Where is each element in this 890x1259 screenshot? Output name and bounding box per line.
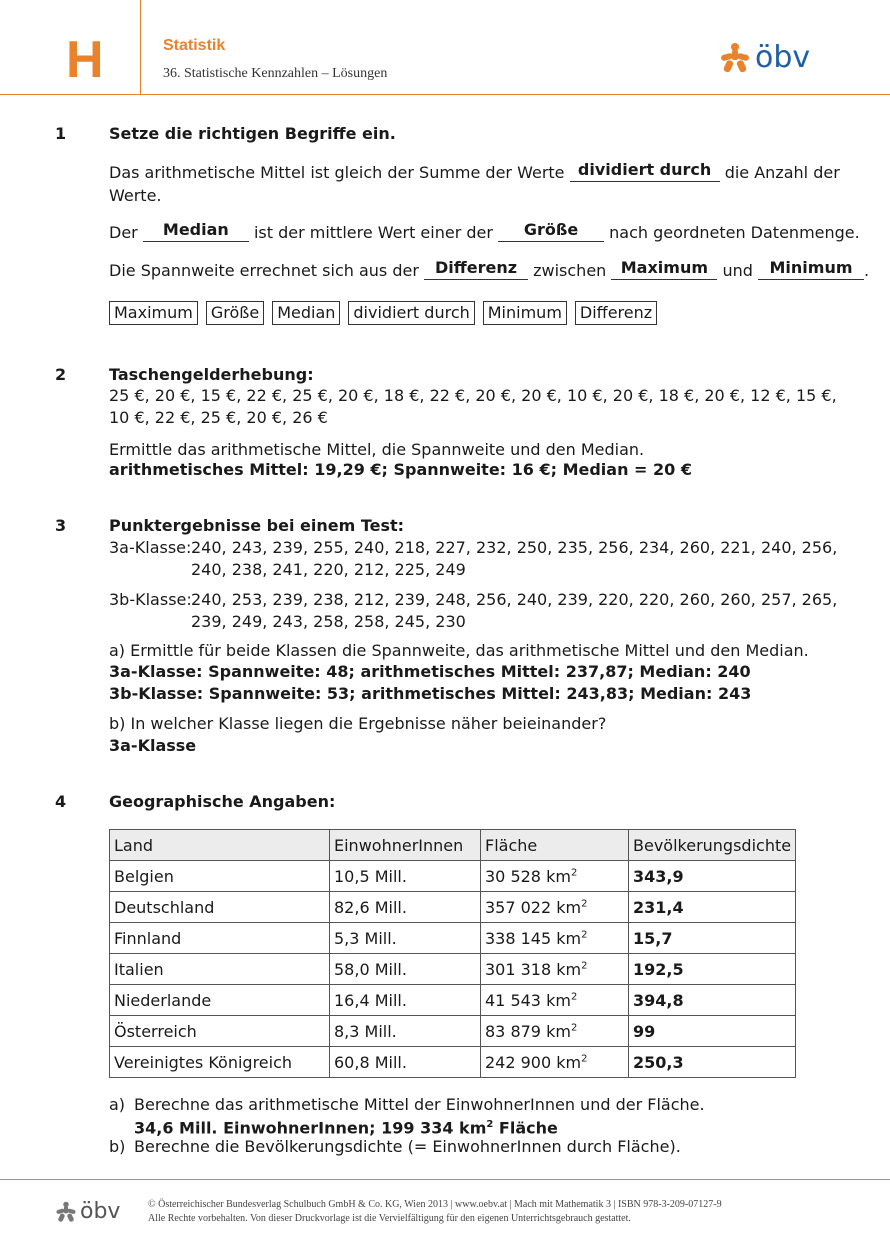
task3-number: 3 [55,516,67,535]
area-unit: km [546,1021,571,1041]
cell-density [629,1047,796,1078]
task4-question-b: Berechne die Bevölkerungsdichte (= EinwohnerInnen durch Fläche). [134,1137,681,1156]
task4-answer-text: Fläche [493,1118,558,1138]
task3-answer-a-class-a: 3a-Klasse: Spannweite: 48; arithmetisches Mittel: 237,87; Median: 240 [109,662,751,681]
cell-area-text: 242 900 [485,1052,552,1072]
task3-class-b-label: 3b-Klasse: [109,590,192,609]
task1-text: . [864,261,870,280]
table-row [110,985,796,1016]
task1-text: Die Spannweite errechnet sich aus der [109,261,419,280]
asterisk-logo-icon [55,1201,77,1223]
cell-density-text: 192,5 [633,959,684,979]
column-header: Land [110,830,330,861]
task2-data-line: 25 €, 20 €, 15 €, 22 €, 25 €, 20 €, 18 €, 22 €, 20 €, 20 €, 10 €, 20 €, 18 €, 20 €, 12 €, 15 €, [109,386,837,405]
cell-population [330,985,481,1016]
footer-line: © Österreichischer Bundesverlag Schulbuch GmbH & Co. KG, Wien 2013 | www.oebv.at | Mach mit Mathematik 3 | ISBN 978-3-209-07127-9 [148,1199,722,1210]
cell-area-text: 301 318 [485,959,552,979]
task4-question-b-label: b) [109,1137,126,1156]
task3-data-line: 240, 238, 241, 220, 212, 225, 249 [191,560,466,579]
cell-density [629,892,796,923]
task1-sentence1 [109,162,849,207]
task1-text: Werte. [109,186,162,205]
column-header: EinwohnerInnen [330,830,481,861]
word-box: Maximum [109,301,198,325]
task3-question-b: b) In welcher Klasse liegen die Ergebnisse näher beieinander? [109,714,607,733]
word-box: Größe [206,301,264,325]
cell-area [481,892,629,923]
logo-text: öbv [755,40,811,75]
cell-population-text: 58,0 Mill. [334,959,407,979]
task4-answer-exponent: 2 [486,1119,494,1130]
cell-density [629,923,796,954]
cell-density-text: 15,7 [633,928,673,948]
area-unit: km [556,1052,582,1072]
header-divider-vertical [140,0,141,94]
cell-population [330,1016,481,1047]
cell-area-text: 30 528 [485,866,541,886]
area-unit: km [556,959,582,979]
task2-title: Taschengelderhebung: [109,365,314,384]
word-bank [109,301,665,325]
header-divider-horizontal [0,94,890,95]
cell-land [110,1047,330,1078]
footer-line: Alle Rechte vorbehalten. Von dieser Druckvorlage ist die Vervielfältigung für den eigenen Unterrichtsgebrauch gestattet. [148,1213,631,1224]
cell-population [330,923,481,954]
area-unit: km [546,990,571,1010]
cell-density-text: 250,3 [633,1052,684,1072]
table-row [110,923,796,954]
column-header: Fläche [481,830,629,861]
task2-question: Ermittle das arithmetische Mittel, die Spannweite und den Median. [109,440,645,459]
area-unit-exponent: 2 [581,1053,588,1065]
task3-class-a-data [191,537,837,581]
cell-population [330,861,481,892]
publisher-logo [719,40,810,75]
cell-area [481,1047,629,1078]
area-unit-exponent: 2 [570,1022,578,1034]
section-letter: H [66,31,104,89]
task4-number: 4 [55,792,67,811]
task1-text: zwischen [533,261,607,280]
cell-land [110,861,330,892]
table-row [110,954,796,985]
asterisk-logo-icon [719,42,751,74]
area-unit: km [556,897,582,917]
cell-population-text: 82,6 Mill. [334,897,407,917]
task3-title: Punktergebnisse bei einem Test: [109,516,405,535]
word-box: dividiert durch [348,301,474,325]
cell-area [481,985,629,1016]
cell-land-text: Niederlande [114,990,212,1010]
task3-data-line: 240, 253, 239, 238, 212, 239, 248, 256, 240, 239, 220, 220, 260, 260, 257, 265, [191,590,838,609]
task3-class-a-label: 3a-Klasse: [109,538,192,557]
cell-land-text: Belgien [114,866,174,886]
task1-text: Der [109,223,138,242]
table-row [110,1047,796,1078]
cell-population-text: 8,3 Mill. [334,1021,397,1041]
area-unit-exponent: 2 [581,929,588,941]
cell-population-text: 10,5 Mill. [334,866,407,886]
cell-population [330,1047,481,1078]
cell-density [629,954,796,985]
area-unit-exponent: 2 [581,898,588,910]
cell-land-text: Finnland [114,928,182,948]
cell-density [629,985,796,1016]
area-unit: km [546,866,571,886]
cell-density [629,1016,796,1047]
task3-answer-a-class-b: 3b-Klasse: Spannweite: 53; arithmetisches Mittel: 243,83; Median: 243 [109,684,752,703]
task3-answer-b: 3a-Klasse [109,736,197,755]
task1-text: die Anzahl der [724,163,840,182]
cell-population [330,892,481,923]
cell-land [110,1016,330,1047]
table-row [110,892,796,923]
answer-blank: Differenz [424,261,528,280]
cell-area-text: 83 879 [485,1021,541,1041]
cell-population-text: 5,3 Mill. [334,928,397,948]
footer-logo [55,1199,120,1224]
cell-area-text: 41 543 [485,990,541,1010]
task2-number: 2 [55,365,67,384]
task3-class-b-data [191,589,837,633]
answer-blank: Median [143,223,249,242]
cell-population-text: 16,4 Mill. [334,990,407,1010]
cell-density-text: 394,8 [633,990,684,1010]
cell-area-text: 357 022 [485,897,552,917]
footer-copyright [148,1198,722,1226]
cell-area [481,1016,629,1047]
header-topic: 36. Statistische Kennzahlen – Lösungen [163,66,388,81]
cell-area [481,861,629,892]
cell-area [481,954,629,985]
cell-land-text: Italien [114,959,164,979]
table-header-row [110,830,796,861]
word-box: Minimum [483,301,567,325]
cell-population [330,954,481,985]
task1-text: und [722,261,753,280]
cell-land [110,923,330,954]
table-row [110,861,796,892]
cell-land-text: Deutschland [114,897,215,917]
geography-table [109,829,796,1078]
task4-question-a: Berechne das arithmetische Mittel der EinwohnerInnen und der Fläche. [134,1095,705,1114]
task4-title: Geographische Angaben: [109,792,336,811]
answer-blank: Maximum [611,261,717,280]
answer-blank: Größe [498,223,604,242]
cell-density-text: 231,4 [633,897,684,917]
task1-text: ist der mittlere Wert einer der [253,223,493,242]
task1-text: Das arithmetische Mittel ist gleich der Summe der Werte [109,163,565,182]
task2-data-line: 10 €, 22 €, 25 €, 20 €, 26 € [109,408,328,427]
area-unit-exponent: 2 [570,991,578,1003]
task1-sentence2 [109,222,860,245]
table-row [110,1016,796,1047]
task1-title: Setze die richtigen Begriffe ein. [109,124,396,143]
task1-sentence3 [109,260,869,283]
area-unit-exponent: 2 [581,960,588,972]
cell-area [481,923,629,954]
task3-data-line: 239, 249, 243, 258, 258, 245, 230 [191,612,466,631]
cell-area-text: 338 145 [485,928,552,948]
cell-density-text: 99 [633,1021,656,1041]
answer-blank: dividiert durch [570,163,720,182]
area-unit-exponent: 2 [570,867,578,879]
task2-answer: arithmetisches Mittel: 19,29 €; Spannweite: 16 €; Median = 20 € [109,460,692,479]
cell-land [110,985,330,1016]
cell-density-text: 343,9 [633,866,684,886]
cell-land [110,892,330,923]
footer-divider [0,1179,890,1180]
cell-land-text: Österreich [114,1021,197,1041]
header-subject: Statistik [163,37,226,54]
cell-land [110,954,330,985]
cell-population-text: 60,8 Mill. [334,1052,407,1072]
task1-text: nach geordneten Datenmenge. [609,223,860,242]
logo-text: öbv [80,1199,121,1224]
answer-blank: Minimum [758,261,864,280]
area-unit: km [556,928,582,948]
task2-data [109,385,837,429]
word-box: Median [272,301,340,325]
cell-density [629,861,796,892]
task3-question-a: a) Ermittle für beide Klassen die Spannweite, das arithmetische Mittel und den Median. [109,641,809,660]
word-box: Differenz [575,301,657,325]
task1-number: 1 [55,124,67,143]
task3-data-line: 240, 243, 239, 255, 240, 218, 227, 232, 250, 235, 256, 234, 260, 221, 240, 256, [191,538,838,557]
task4-answer-text: 34,6 Mill. EinwohnerInnen; 199 334 km [134,1118,487,1138]
task4-question-a-label: a) [109,1095,126,1114]
column-header: Bevölkerungsdichte [629,830,796,861]
cell-land-text: Vereinigtes Königreich [114,1052,293,1072]
